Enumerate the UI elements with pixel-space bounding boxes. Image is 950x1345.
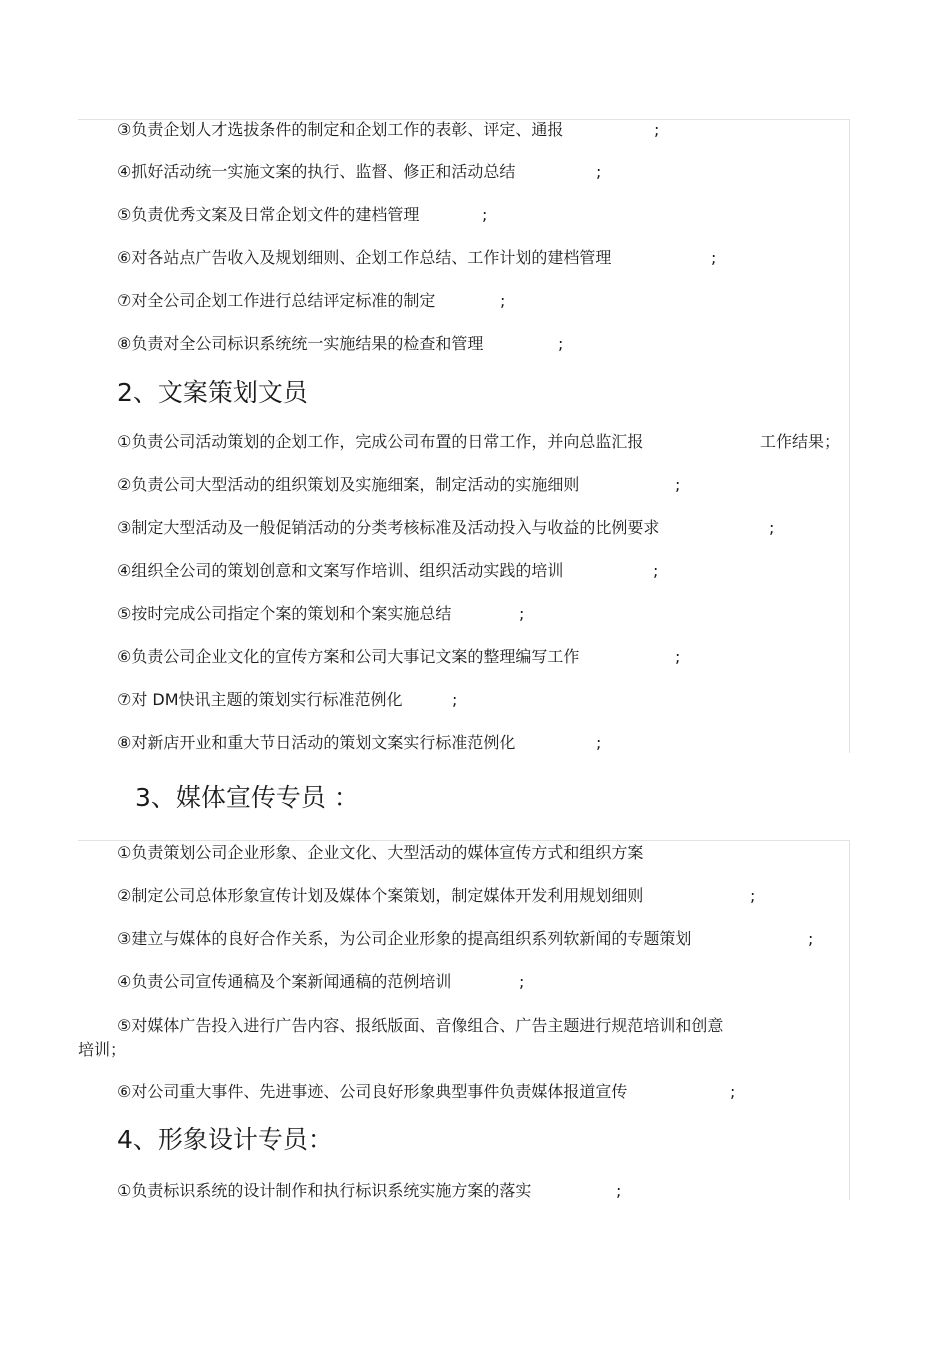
section2-item-1-tail: 工作结果； [760,432,841,451]
section3-item-4: ④负责公司宣传通稿及个案新闻通稿的范例培训 [117,972,452,991]
section1-item-7: ⑦对全公司企划工作进行总结评定标准的制定 [117,291,436,310]
section2-item-7-semicolon: ; [452,690,458,709]
section2-item-2-semicolon: ; [675,475,681,494]
frame-top-line-2 [78,840,850,841]
section3-item-3: ③建立与媒体的良好合作关系，为公司企业形象的提高组织系列软新闻的专题策划 [117,929,692,948]
frame-right-line-1 [849,119,850,753]
section2-item-2: ②负责公司大型活动的组织策划及实施细案，制定活动的实施细则 [117,475,580,494]
section3-item-5: ⑤对媒体广告投入进行广告内容、报纸版面、音像组合、广告主题进行规范培训和创意 [117,1016,724,1035]
section4-item-1: ①负责标识系统的设计制作和执行标识系统实施方案的落实 [117,1181,532,1200]
section1-item-7-semicolon: ; [500,291,506,310]
section1-item-6: ⑥对各站点广告收入及规划细则、企划工作总结、工作计划的建档管理 [117,248,612,267]
section1-item-5-semicolon: ; [482,205,488,224]
section2-item-5: ⑤按时完成公司指定个案的策划和个案实施总结 [117,604,452,623]
frame-right-line-2 [849,840,850,1200]
section2-item-3-semicolon: ; [769,518,775,537]
section2-item-6-semicolon: ; [675,647,681,666]
section3-item-2: ②制定公司总体形象宣传计划及媒体个案策划，制定媒体开发利用规划细则 [117,886,644,905]
section2-item-4-semicolon: ; [653,561,659,580]
section4-heading: 4、形象设计专员： [117,1125,333,1154]
section3-item-3-semicolon: ; [808,929,814,948]
section3-item-6-semicolon: ; [730,1082,736,1101]
section1-item-8: ⑧负责对全公司标识系统统一实施结果的检查和管理 [117,334,484,353]
section2-item-7: ⑦对 DM快讯主题的策划实行标准范例化 [117,690,403,709]
section1-item-5: ⑤负责优秀文案及日常企划文件的建档管理 [117,205,420,224]
section4-item-1-semicolon: ; [616,1181,622,1200]
section3-item-6: ⑥对公司重大事件、先进事迹、公司良好形象典型事件负责媒体报道宣传 [117,1082,628,1101]
section1-item-6-semicolon: ; [711,248,717,267]
section3-item-1: ①负责策划公司企业形象、企业文化、大型活动的媒体宣传方式和组织方案 [117,843,644,862]
section3-item-5-wrap: 培训； [78,1040,127,1059]
section2-item-8: ⑧对新店开业和重大节日活动的策划文案实行标准范例化 [117,733,516,752]
section2-item-4: ④组织全公司的策划创意和文案写作培训、组织活动实践的培训 [117,561,564,580]
section3-item-4-semicolon: ; [519,972,525,991]
section1-item-8-semicolon: ; [558,334,564,353]
section3-item-2-semicolon: ; [750,886,756,905]
section1-item-4: ④抓好活动统一实施文案的执行、监督、修正和活动总结 [117,162,516,181]
section2-item-3: ③制定大型活动及一般促销活动的分类考核标准及活动投入与收益的比例要求 [117,518,660,537]
section1-item-3: ③负责企划人才选拔条件的制定和企划工作的表彰、评定、通报 [117,120,564,139]
section2-item-1: ①负责公司活动策划的企划工作，完成公司布置的日常工作，并向总监汇报 [117,432,644,451]
section2-heading: 2、文案策划文员 [117,378,308,407]
section1-item-4-semicolon: ; [596,162,602,181]
section2-item-8-semicolon: ; [596,733,602,752]
section2-item-5-semicolon: ; [519,604,525,623]
section2-item-6: ⑥负责公司企业文化的宣传方案和公司大事记文案的整理编写工作 [117,647,580,666]
section1-item-3-semicolon: ; [654,120,660,139]
section3-heading: 3、媒体宣传专员 ： [135,783,359,812]
